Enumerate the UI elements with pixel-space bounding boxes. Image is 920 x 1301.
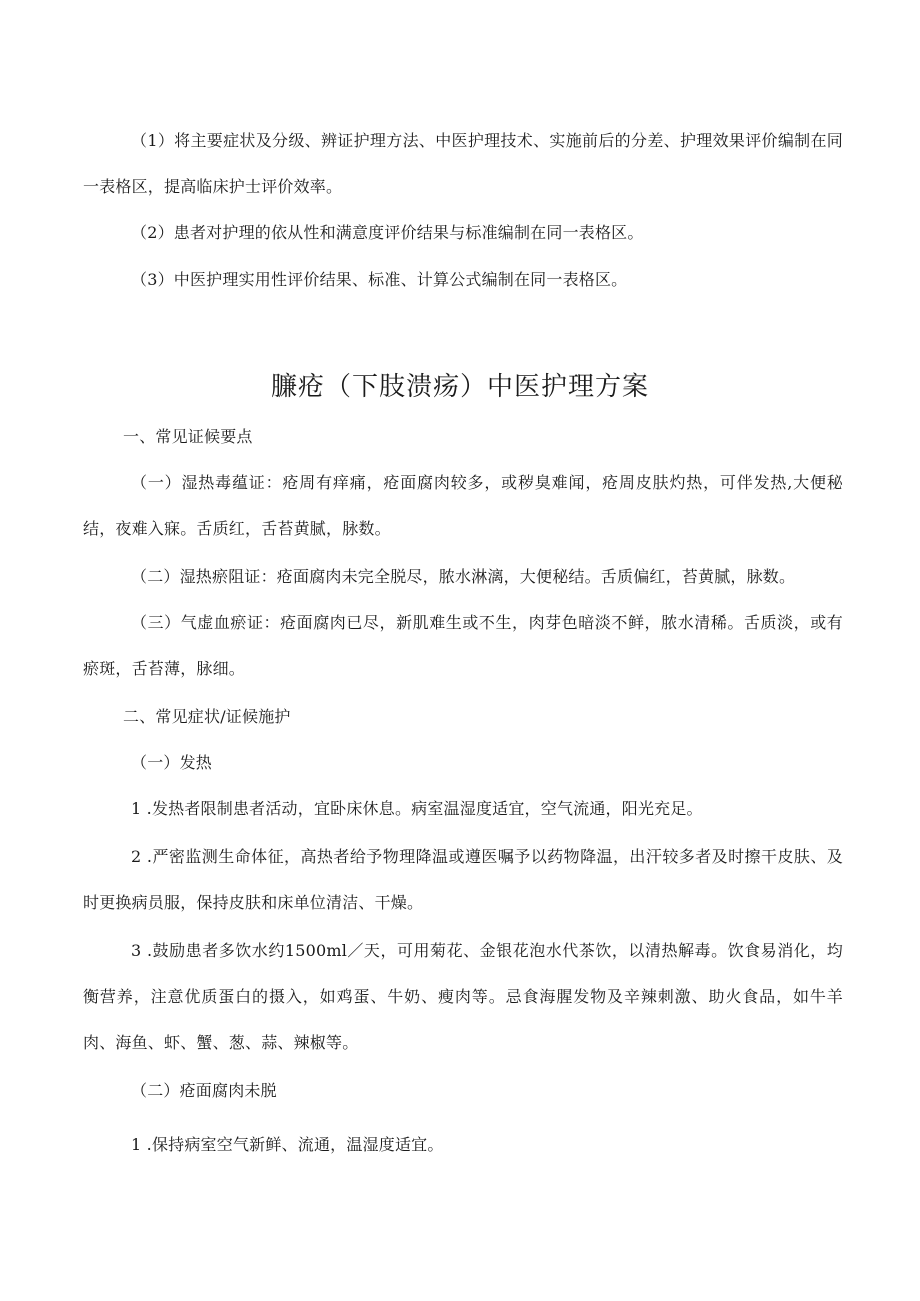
syndrome-item-2: （二）湿热瘀阻证：疮面腐肉未完全脱尽，脓水淋漓，大便秘结。舌质偏红，苔黄腻，脉数。 xyxy=(131,567,796,586)
subsection-fever-heading: （一）发热 xyxy=(131,753,213,772)
wound-item-1: 1 .保持病室空气新鲜、流通，温湿度适宜。 xyxy=(131,1135,444,1154)
subsection-wound-heading: （二）疮面腐肉未脱 xyxy=(131,1081,277,1100)
syndrome-item-3: （三）气虚血瘀证：疮面腐肉已尽，新肌难生或不生，肉芽色暗淡不鲜，脓水清稀。舌质淡，或有瘀斑，舌苔薄，脉细。 xyxy=(83,613,843,678)
fever-item-3: 3 .鼓励患者多饮水约1500ml／天，可用菊花、金银花泡水代茶饮，以清热解毒。饮食易消化，均衡营养，注意优质蛋白的摄入，如鸡蛋、牛奶、瘦肉等。忌食海腥发物及辛辣刺激、助火食品，如牛羊肉、海鱼、虾、蟹、葱、蒜、辣椒等。 xyxy=(83,941,843,1052)
fever-item-2: 2 .严密监测生命体征，高热者给予物理降温或遵医嘱予以药物降温，出汗较多者及时擦干皮肤、及时更换病员服，保持皮肤和床单位清洁、干燥。 xyxy=(83,847,843,912)
fever-item-1: 1 .发热者限制患者活动，宜卧床休息。病室温湿度适宜，空气流通，阳光充足。 xyxy=(131,799,703,818)
intro-item-2: （2）患者对护理的依从性和满意度评价结果与标准编制在同一表格区。 xyxy=(131,223,644,242)
intro-item-1: （1）将主要症状及分级、辨证护理方法、中医护理技术、实施前后的分差、护理效果评价编制在同一表格区，提高临床护士评价效率。 xyxy=(83,131,843,196)
section-1-heading: 一、常见证候要点 xyxy=(123,427,253,446)
page-title: 臁疮（下肢溃疡）中医护理方案 xyxy=(270,372,649,402)
section-2-heading: 二、常见症状/证候施护 xyxy=(123,707,291,726)
syndrome-item-1: （一）湿热毒蕴证：疮周有痒痛，疮面腐肉较多，或秽臭难闻，疮周皮肤灼热，可伴发热,大便秘结，夜难入寐。舌质红，舌苔黄腻，脉数。 xyxy=(83,473,843,538)
intro-item-3: （3）中医护理实用性评价结果、标准、计算公式编制在同一表格区。 xyxy=(131,270,628,289)
